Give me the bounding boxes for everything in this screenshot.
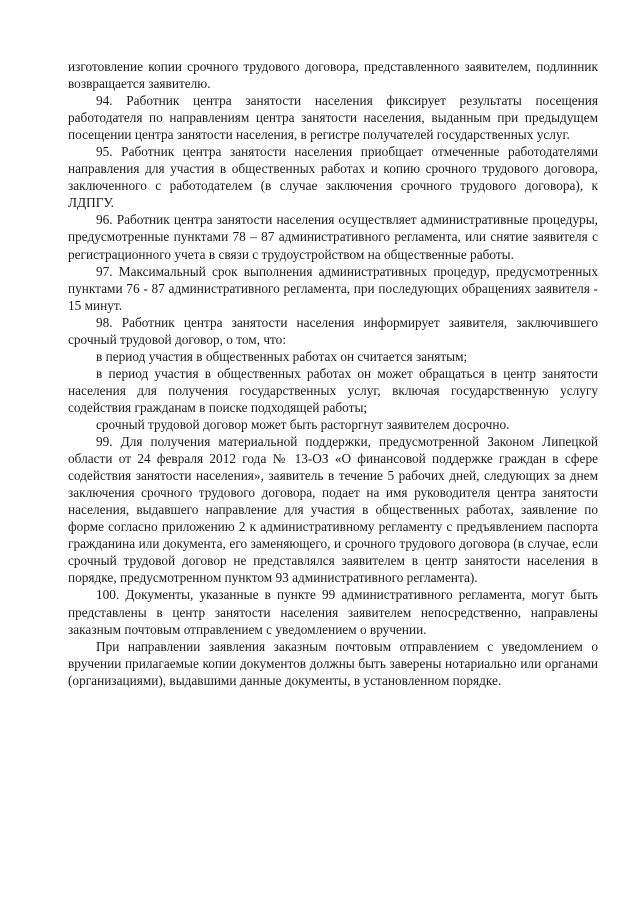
paragraph-98-item-2: в период участия в общественных работах он может обращаться в центр занятости населения для получения государственных услуг, включая государственную услугу содействия гражданам в поиске подходящей работы; [68,365,598,415]
paragraph-99: 99. Для получения материальной поддержки, предусмотренной Законом Липецкой области от 24 февраля 2012 года № 13-ОЗ «О финансовой поддержке граждан в сфере содействия занятости населения», заявитель в течение 5 рабочих дней, следующих за днем заключения срочного трудового договора, подает на имя руководителя центра занятости населения, выдавшего направление для участия в общественных работах, заявление по форме согласно приложению 2 к административному регламенту с предъявлением паспорта гражданина или документа, его заменяющего, и срочного трудового договора (в случае, если срочный трудовой договор не представлялся заявителем в центр занятости населения в порядке, предусмотренном пунктом 93 административного регламента). [68,434,598,586]
paragraph-continuation: изготовление копии срочного трудового договора, представленного заявителем, подлинник возвращается заявителю. [68,59,598,92]
paragraph-96: 96. Работник центра занятости населения осуществляет административные процедуры, предусмотренные пунктами 78 – 87 административного регламента, или снятие заявителя с регистрационного учета в связи с трудоустройством на общественные работы. [68,212,598,262]
paragraph-100: 100. Документы, указанные в пункте 99 административного регламента, могут быть представлены в центр занятости населения заявителем непосредственно, направлены заказным почтовым отправлением с уведомлением о вручении. [68,587,598,637]
paragraph-98-item-1: в период участия в общественных работах он считается занятым; [96,348,468,364]
paragraph-98-item-3: срочный трудовой договор может быть расторгнут заявителем досрочно. [96,416,510,432]
paragraph-100-continuation: При направлении заявления заказным почтовым отправлением с уведомлением о вручении прилагаемые копии документов должны быть заверены нотариально или органами (организациями), выдавшими данные документы, в установленном порядке. [68,638,598,688]
document-page [68,58,598,689]
paragraph-95: 95. Работник центра занятости населения приобщает отмеченные работодателями направления для участия в общественных работах и копию срочного трудового договора, заключенного с работодателем (в случае заключения срочного трудового договора), к ЛДПГУ. [68,144,598,211]
paragraph-94: 94. Работник центра занятости населения фиксирует результаты посещения работодателя по направлениям центра занятости населения, выданным при предыдущем посещении центра занятости населения, в регистре получателей государственных услуг. [68,93,598,143]
paragraph-97: 97. Максимальный срок выполнения административных процедур, предусмотренных пунктами 76 - 87 административного регламента, при последующих обращениях заявителя - 15 минут. [68,263,598,313]
paragraph-98: 98. Работник центра занятости населения информирует заявителя, заключившего срочный трудовой договор, о том, что: [68,314,598,347]
